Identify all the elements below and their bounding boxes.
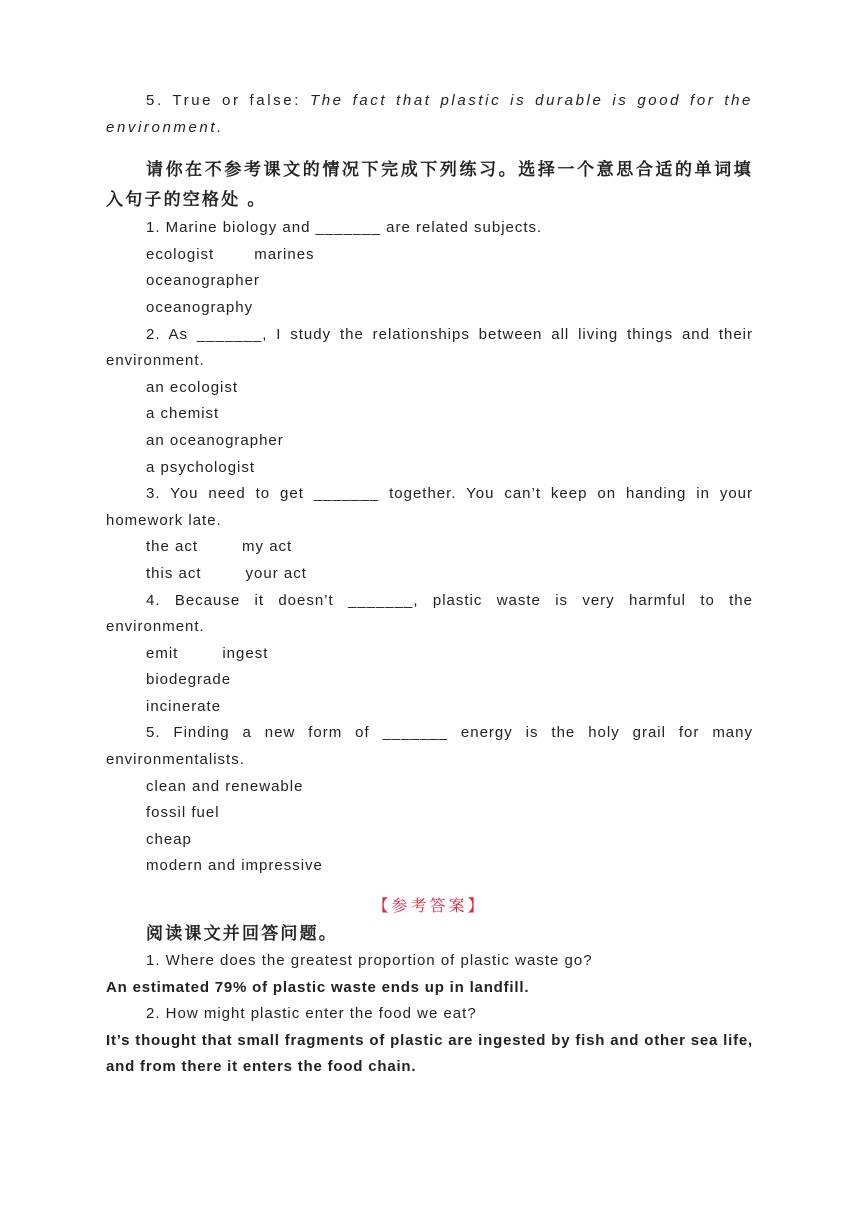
answers-subheading: 阅读课文并回答问题。 — [146, 924, 338, 944]
exercise-5-option-d: modern and impressive — [146, 857, 323, 875]
exercise-4-options-row — [106, 641, 753, 668]
exercise-1-option-d: oceanography — [146, 298, 254, 316]
intro-question-number: 5. — [146, 92, 164, 109]
intro-question-statement: The fact that plastic is durable is good for the environment. — [106, 92, 753, 136]
answer-1-text: An estimated 79% of plastic waste ends up in landfill. — [106, 978, 530, 996]
exercise-4-option-b: ingest — [222, 644, 269, 662]
exercise-3-option-a: the act — [146, 538, 199, 556]
exercise-3-option-b: my act — [242, 538, 293, 556]
exercise-5-option-c: cheap — [146, 830, 192, 848]
exercise-1-option-c: oceanographer — [146, 272, 260, 290]
intro-question — [106, 88, 753, 141]
exercise-3-question: 3. You need to get _______ together. You can’t keep on handing in your homework late. — [106, 485, 753, 529]
exercise-1-question: 1. Marine biology and _______ are related subjects. — [146, 219, 543, 237]
exercise-2-option-c: an oceanographer — [146, 431, 284, 449]
exercise-3-options-row-2 — [106, 561, 753, 588]
exercise-5-option-a: clean and renewable — [146, 777, 304, 795]
exercise-5-option-b: fossil fuel — [146, 804, 220, 822]
answer-2-text: It’s thought that small fragments of plastic are ingested by fish and other sea life, and from there it enters the food chain. — [106, 1031, 753, 1076]
exercise-2-option-a: an ecologist — [146, 378, 239, 396]
document-page — [106, 88, 753, 1081]
exercise-3-options-row-1 — [106, 534, 753, 561]
exercise-1-options-row — [106, 242, 753, 269]
exercise-4-option-d: incinerate — [146, 697, 222, 715]
exercise-2-option-d: a psychologist — [146, 458, 256, 476]
answer-2-question: 2. How might plastic enter the food we eat? — [146, 1005, 477, 1023]
exercise-3-option-d: your act — [245, 564, 307, 582]
answer-1-question: 1. Where does the greatest proportion of plastic waste go? — [146, 952, 593, 970]
exercise-2-question: 2. As _______, I study the relationships between all living things and their environment. — [106, 325, 753, 370]
exercise-3-option-c: this act — [146, 564, 202, 582]
exercise-4-option-a: emit — [146, 644, 179, 662]
exercise-5-question: 5. Finding a new form of _______ energy is the holy grail for many environmentalists. — [106, 724, 753, 769]
exercise-1-option-b: marines — [254, 245, 315, 263]
exercise-4-option-c: biodegrade — [146, 671, 232, 689]
exercise-2-option-b: a chemist — [146, 405, 220, 423]
answers-title: 【参考答案】 — [372, 898, 487, 916]
instructions-heading: 请你在不参考课文的情况下完成下列练习。选择一个意思合适的单词填入句子的空格处 。 — [106, 160, 753, 210]
exercise-1-option-a: ecologist — [146, 245, 215, 263]
intro-question-prefix: True or false: — [172, 92, 301, 109]
exercise-4-question: 4. Because it doesn’t _______, plastic waste is very harmful to the environment. — [106, 591, 753, 636]
